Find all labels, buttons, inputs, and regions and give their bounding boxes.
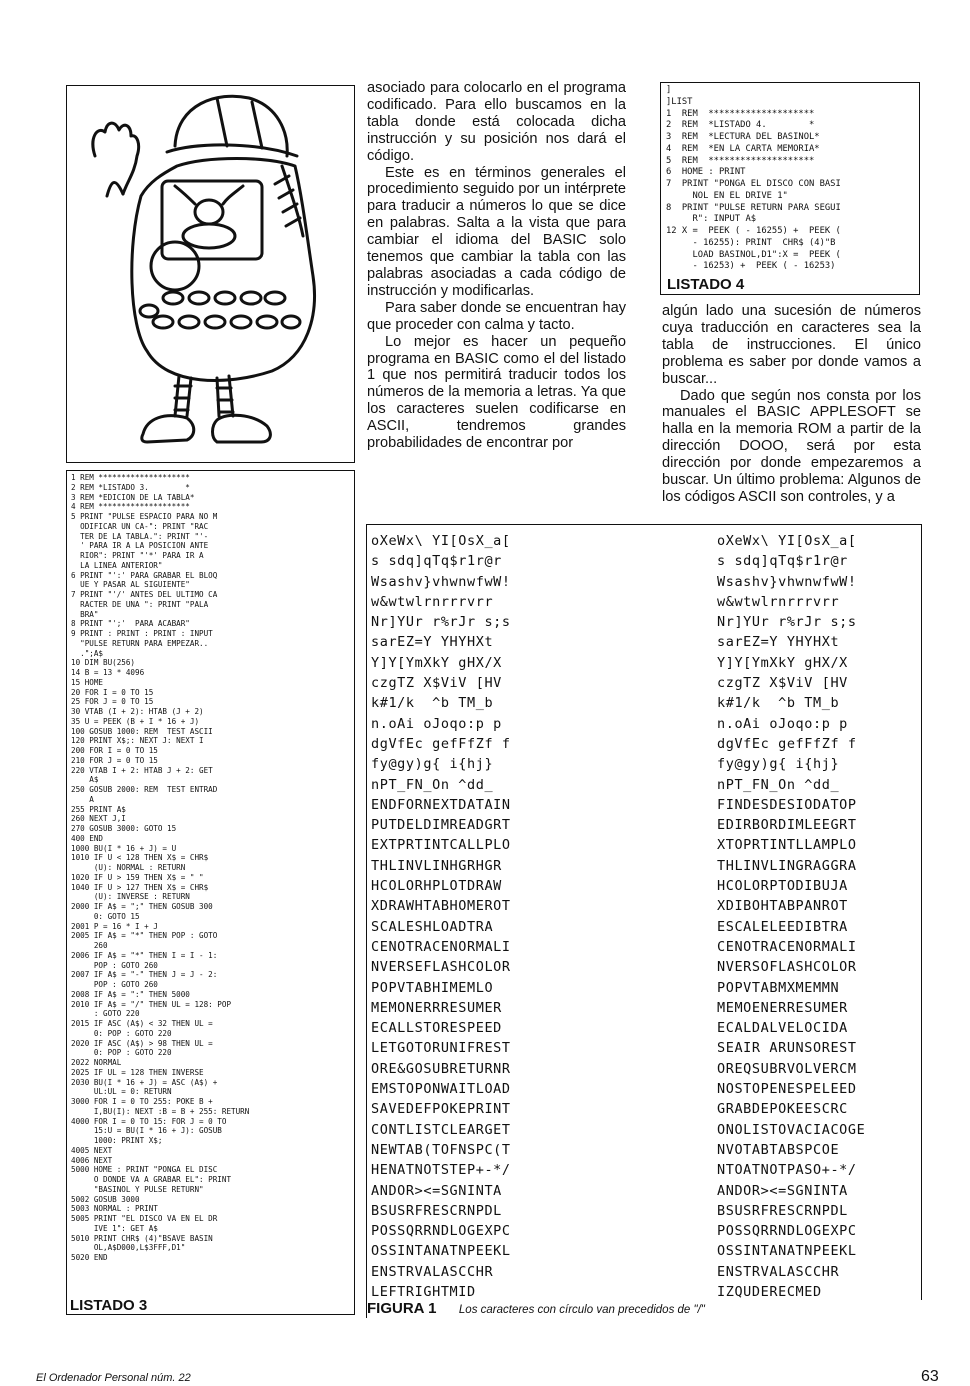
code-line: 3 REM *EDICION DE LA TABLA* xyxy=(71,492,195,502)
figure-1-left-table xyxy=(371,531,511,1302)
code-line: I,BU(I): NEXT :B = B + 255: RETURN xyxy=(71,1106,250,1116)
code-line: 4006 NEXT xyxy=(71,1155,113,1165)
table-row: HCOLORPTODIBUJA xyxy=(717,878,848,895)
table-row: POPVTABMXMEMMN xyxy=(717,979,840,996)
article-paragraph: Dado que según nos consta por los manuales el BASIC APPLESOFT se halla en la memoria ROM a partir de la dirección DOOO, será por esta dirección por donde empezaremos a buscar. Un último problema: Algunos de los códigos ASCII son controles, y a xyxy=(662,387,921,505)
table-row: XTOPRTINTLLAMPLO xyxy=(717,837,857,854)
table-row: THLINVLINHGRHGR xyxy=(371,857,502,874)
code-line: A xyxy=(71,794,94,804)
code-line: 250 GOSUB 2000: REM TEST ENTRAD xyxy=(71,785,218,794)
code-line: "BASINOL Y PULSE RETURN" xyxy=(71,1184,204,1194)
code-line: 1000 BU(I * 16 + J) = U xyxy=(71,843,177,853)
code-line: 12 X = PEEK ( - 16255) + PEEK ( xyxy=(666,226,841,236)
article-paragraph: Lo mejor es hacer un pequeño programa en BASIC como el del listado 1 que nos permitirá traducir todos los números de la memoria a letras. Ya que los caracteres suelen codificarse en ASCII, tendremos grandes probabilidades de encontrar por xyxy=(367,333,626,452)
table-row: NVERSEFLASHCOLOR xyxy=(371,959,511,976)
table-row: ENDFORNEXTDATAIN xyxy=(371,796,511,813)
code-line: 6 PRINT "':' PARA GRABAR EL BLOQ xyxy=(71,570,218,580)
code-line: OL,A$D000,L$3FFF,D1" xyxy=(71,1243,186,1253)
table-row: SAVEDEFPOKEPRINT xyxy=(371,1101,511,1118)
table-row: BSUSRFRESCRNPDL xyxy=(371,1202,502,1219)
table-row: CENOTRACENORMALI xyxy=(717,938,857,955)
code-line: 1020 IF U > 159 THEN X$ = " " xyxy=(71,872,204,882)
code-line: 2022 NORMAL xyxy=(71,1058,122,1067)
article-paragraph: algún lado una sucesión de números cuya traducción en caracteres sea la tabla de instrucciones. El único problema es saber por donde vamos a buscar... xyxy=(662,303,921,387)
code-line: 270 GOSUB 3000: GOTO 15 xyxy=(71,824,177,833)
table-row: OREQSUBRVOLVERCM xyxy=(717,1060,857,1077)
code-line: 5 REM ******************** xyxy=(666,155,815,166)
code-line: "PULSE RETURN PARA EMPEZAR.. xyxy=(71,638,209,648)
code-line: 4000 FOR I = 0 TO 15: FOR J = 0 TO xyxy=(71,1116,227,1126)
code-line: ]LIST xyxy=(666,96,693,107)
table-row: Nr]YUr r%rJr s;s xyxy=(717,614,857,631)
code-line: LOAD BASINOL,D1":X = PEEK ( xyxy=(666,249,841,260)
table-row: w&wtwlrnrrrvrr xyxy=(717,593,840,610)
code-line: 1 REM ******************** xyxy=(71,473,190,482)
code-line: BRA" xyxy=(71,609,99,619)
code-line: 5000 HOME : PRINT "PONGA EL DISC xyxy=(71,1165,218,1175)
table-row: nPT_FN_On ^dd_ xyxy=(717,776,840,793)
table-row: XDRAWHTABHOMEROT xyxy=(371,898,511,915)
code-line: 5005 PRINT "EL DISCO VA EN EL DR xyxy=(71,1214,218,1223)
code-line: 2000 IF A$ = ";" THEN GOSUB 300 xyxy=(71,902,213,911)
code-line: 15:U = BU(I * 16 + J): GOSUB xyxy=(71,1126,222,1136)
code-line: A$ xyxy=(71,775,99,785)
code-line: (U): INVERSE : RETURN xyxy=(71,892,190,902)
code-line: 5010 PRINT CHR$ (4)"BSAVE BASIN xyxy=(71,1233,213,1243)
table-row: Y]Y[YmXkY gHX/X xyxy=(371,654,502,671)
code-line: ODIFICAR UN CA-": PRINT "RAC xyxy=(71,521,209,531)
table-row: MEMOENERRESUMER xyxy=(717,999,848,1016)
robot-cartoon-icon xyxy=(67,86,353,461)
listing-4-caption: LISTADO 4 xyxy=(664,276,747,293)
code-line: 5002 GOSUB 3000 xyxy=(71,1194,140,1204)
article-paragraph: Este es en términos generales el procedimiento seguido por un intérprete para traducir a números lo que se dice en palabras. Salta a la vista que para cambiar el idioma del BASIC solo tenemos que cambiar la tabla con las palabras asociadas a cada código de instrucción y modificarlas. xyxy=(367,164,626,299)
table-row: fy@gy)g{ i{hj} xyxy=(717,756,840,773)
table-row: czgTZ X$ViV [HV xyxy=(371,675,502,692)
table-row: dgVfEc gefFfZf f xyxy=(371,735,511,752)
table-row: XDIBOHTABPANROT xyxy=(717,898,848,915)
code-line: .";A$ xyxy=(71,648,104,658)
article-paragraph: Para saber donde se encuentran hay que proceder con calma y tacto. xyxy=(367,299,626,333)
footer-page-number: 63 xyxy=(921,1368,939,1385)
table-row: NTOATNOTPASO+-*/ xyxy=(717,1162,857,1179)
figure-1-caption-bar xyxy=(367,1300,922,1318)
code-line: R": INPUT A$ xyxy=(666,214,757,225)
table-row: POSSQRRNDLOGEXPC xyxy=(717,1223,857,1240)
code-line: 220 VTAB I + 2: HTAB J + 2: GET xyxy=(71,765,213,775)
table-row: czgTZ X$ViV [HV xyxy=(717,675,848,692)
figure-1 xyxy=(366,524,922,1318)
code-line: 1000: PRINT X$; xyxy=(71,1136,163,1145)
table-row: ORE&GOSUBRETURNR xyxy=(371,1060,511,1077)
code-line: 7 PRINT "PONGA EL DISCO CON BASI xyxy=(666,179,841,189)
code-line: O DONDE VA A GRABAR EL": PRINT xyxy=(71,1175,232,1184)
table-row: CONTLISTCLEARGET xyxy=(371,1121,511,1138)
code-line: 2020 IF ASC (A$) > 98 THEN UL = xyxy=(71,1038,213,1048)
code-line: - 16253) + PEEK ( - 16253) xyxy=(666,261,836,272)
table-row: ANDOR><=SGNINTA xyxy=(717,1182,848,1199)
code-line: 4 REM ******************** xyxy=(71,502,190,512)
table-row: fy@gy)g{ i{hj} xyxy=(371,756,494,773)
table-row: CENOTRACENORMALI xyxy=(371,938,511,955)
code-line: 2006 IF A$ = "*" THEN I = I - 1: xyxy=(71,950,218,960)
table-row: NEWTAB(TOFNSPC(T xyxy=(371,1141,511,1158)
code-line: 260 NEXT J,I xyxy=(71,814,126,824)
code-line: 4 REM *EN LA CARTA MEMORIA* xyxy=(666,143,820,154)
code-line: 0: POP : GOTO 220 xyxy=(71,1028,172,1038)
code-line: 200 FOR I = 0 TO 15 xyxy=(71,746,158,755)
code-line: 2008 IF A$ = ":" THEN 5000 xyxy=(71,989,190,999)
listing-3 xyxy=(66,470,355,1315)
table-row: n.oAi oJoqo:p p xyxy=(371,715,502,732)
code-line: 2 REM *LISTADO 3. * xyxy=(71,482,190,492)
code-line: 2007 IF A$ = "-" THEN J = J - 2: xyxy=(71,970,218,980)
code-line: ] xyxy=(666,85,672,95)
article-right-column xyxy=(662,303,921,506)
table-row: POSSQRRNDLOGEXPC xyxy=(371,1223,511,1240)
table-row: ANDOR><=SGNINTA xyxy=(371,1182,502,1199)
code-line: 1010 IF U < 128 THEN X$ = CHR$ xyxy=(71,853,209,863)
code-line: 5020 END xyxy=(71,1253,108,1262)
table-row: NVERSOFLASHCOLOR xyxy=(717,959,857,976)
table-row: nPT_FN_On ^dd_ xyxy=(371,776,494,793)
code-line: 1040 IF U > 127 THEN X$ = CHR$ xyxy=(71,882,209,892)
code-line: TER DE LA TABLA.": PRINT "'- xyxy=(71,531,209,541)
code-line: 120 PRINT X$;: NEXT J: NEXT I xyxy=(71,736,204,746)
figure-1-caption: FIGURA 1 xyxy=(367,1300,437,1317)
robot-illustration-frame xyxy=(66,85,355,463)
footer-magazine-title: El Ordenador Personal núm. 22 xyxy=(36,1372,191,1384)
table-row: Wsashv}vhwnwfwW! xyxy=(717,573,857,590)
listing-4 xyxy=(660,82,920,295)
table-row: n.oAi oJoqo:p p xyxy=(717,715,848,732)
code-line: 2001 P = 16 * I + J xyxy=(71,921,158,931)
table-row: HENATNOTSTEP+-*/ xyxy=(371,1162,511,1179)
code-line: RIOR": PRINT "'*' PARA IR A xyxy=(71,551,204,560)
code-line: 2030 BU(I * 16 + J) = ASC (A$) + xyxy=(71,1077,218,1087)
code-line: 2025 IF UL = 128 THEN INVERSE xyxy=(71,1067,204,1077)
code-line: 6 HOME : PRINT xyxy=(666,167,746,178)
code-line: 35 U = PEEK (B + I * 16 + J) xyxy=(71,716,200,726)
code-line: 100 GOSUB 1000: REM TEST ASCII xyxy=(71,726,213,736)
code-line: RACTER DE UNA ": PRINT "PALA xyxy=(71,599,209,609)
table-row: sarEZ=Y YHYHXt xyxy=(371,634,494,651)
code-line: 2 REM *LISTADO 4. * xyxy=(666,120,815,131)
table-row: k#1/k ^b TM_b xyxy=(717,695,840,712)
table-row: PUTDELDIMREADGRT xyxy=(371,817,511,834)
table-row: s sdq]qTq$r1r@r xyxy=(371,553,502,570)
code-line: 0: GOTO 15 xyxy=(71,911,140,921)
table-row: THLINVLINGRAGGRA xyxy=(717,857,857,874)
code-line: POP : GOTO 260 xyxy=(71,980,158,989)
table-row: BSUSRFRESCRNPDL xyxy=(717,1202,848,1219)
code-line: 210 FOR J = 0 TO 15 xyxy=(71,755,158,765)
code-line: NOL EN EL DRIVE 1" xyxy=(666,190,788,201)
table-row: oXeWx\ YI[OsX_a[ xyxy=(371,533,511,549)
code-line: 5 PRINT "PULSE ESPACIO PARA NO M xyxy=(71,512,218,521)
code-line: 5003 NORMAL : PRINT xyxy=(71,1204,158,1214)
code-line: 260 xyxy=(71,941,108,950)
code-line: 255 PRINT A$ xyxy=(71,804,126,814)
figure-1-right-table xyxy=(717,531,865,1302)
code-line: - 16255): PRINT CHR$ (4)"B xyxy=(666,237,836,248)
table-row: ECALDALVELOCIDA xyxy=(717,1020,848,1037)
table-row: NOSTOPENESPELEED xyxy=(717,1081,857,1098)
table-row: ENSTRVALASCCHR xyxy=(717,1263,840,1280)
code-line: 3000 FOR I = 0 TO 255: POKE B + xyxy=(71,1097,213,1106)
table-row: w&wtwlrnrrrvrr xyxy=(371,593,494,610)
code-line: LA LINEA ANTERIOR" xyxy=(71,560,163,570)
table-row: EMSTOPONWAITLOAD xyxy=(371,1081,511,1098)
code-line: ' PARA IR A LA POSICION ANTE xyxy=(71,541,209,551)
table-row: MEMONERRRESUMER xyxy=(371,999,502,1016)
code-line: 2015 IF ASC (A$) < 32 THEN UL = xyxy=(71,1019,213,1028)
table-row: Y]Y[YmXkY gHX/X xyxy=(717,654,848,671)
code-line: 10 DIM BU(256) xyxy=(71,658,136,668)
code-line: 25 FOR J = 0 TO 15 xyxy=(71,697,154,707)
code-line: 8 PRINT "';' PARA ACABAR" xyxy=(71,619,190,629)
code-line: 2010 IF A$ = "/" THEN UL = 128: POP xyxy=(71,999,232,1009)
table-row: sarEZ=Y YHYHXt xyxy=(717,634,840,651)
article-middle-column xyxy=(367,80,626,452)
table-row: LETGOTORUNIFREST xyxy=(371,1040,511,1057)
code-line: UE Y PASAR AL SIGUIENTE" xyxy=(71,580,190,590)
figure-1-note: Los caracteres con círculo van precedidos de "/" xyxy=(458,1304,705,1316)
table-row: s sdq]qTq$r1r@r xyxy=(717,553,848,570)
code-line: 15 HOME xyxy=(71,677,104,687)
table-row: Nr]YUr r%rJr s;s xyxy=(371,614,511,631)
table-row: EXTPRTINTCALLPLO xyxy=(371,837,511,854)
table-row: POPVTABHIMEMLO xyxy=(371,979,494,996)
table-row: LEFTRIGHTMID xyxy=(371,1283,476,1300)
code-line: 4005 NEXT xyxy=(71,1145,113,1155)
table-row: SCALESHLOADTRA xyxy=(371,918,494,935)
table-row: oXeWx\ YI[OsX_a[ xyxy=(717,533,857,549)
table-row: k#1/k ^b TM_b xyxy=(371,695,494,712)
table-row: Wsashv}vhwnwfwW! xyxy=(371,573,511,590)
code-line: 7 PRINT "'/' ANTES DEL ULTIMO CA xyxy=(71,590,218,599)
code-line: 30 VTAB (I + 2): HTAB (J + 2) xyxy=(71,707,204,716)
table-row: IZQUDERECMED xyxy=(717,1283,822,1300)
code-line: (U): NORMAL : RETURN xyxy=(71,863,186,872)
code-line: 14 B = 13 * 4096 xyxy=(71,668,145,677)
table-row: ECALLSTORESPEED xyxy=(371,1020,502,1037)
code-line: POP : GOTO 260 xyxy=(71,960,158,970)
code-line: 1 REM ******************** xyxy=(666,108,815,119)
table-row: SEAIR ARUNSOREST xyxy=(717,1040,857,1057)
code-line: 0: POP : GOTO 220 xyxy=(71,1048,172,1058)
table-row: ESCALELEEDIBTRA xyxy=(717,918,848,935)
table-row: ONOLISTOVACIACOGE xyxy=(717,1121,866,1138)
table-row: dgVfEc gefFfZf f xyxy=(717,735,857,752)
listing-3-caption: LISTADO 3 xyxy=(67,1297,150,1314)
code-line: 2005 IF A$ = "*" THEN POP : GOTO xyxy=(71,931,218,941)
code-line: 20 FOR I = 0 TO 15 xyxy=(71,687,154,697)
code-line: IVE 1": GET A$ xyxy=(71,1223,158,1233)
table-row: ENSTRVALASCCHR xyxy=(371,1263,494,1280)
code-line: : GOTO 220 xyxy=(71,1009,140,1019)
table-row: OSSINTANATNPEEKL xyxy=(371,1243,511,1260)
code-line: 8 PRINT "PULSE RETURN PARA SEGUI xyxy=(666,202,841,213)
table-row: GRABDEPOKEESCRC xyxy=(717,1101,848,1118)
table-row: NVOTABTABSPCOE xyxy=(717,1141,840,1158)
code-line: 3 REM *LECTURA DEL BASINOL* xyxy=(666,132,820,142)
table-row: HCOLORHPLOTDRAW xyxy=(371,878,502,895)
table-row: OSSINTANATNPEEKL xyxy=(717,1243,857,1260)
table-row: EDIRBORDIMLEEGRT xyxy=(717,817,857,834)
table-row: FINDESDESIODATOP xyxy=(717,796,857,813)
code-line: 9 PRINT : PRINT : PRINT : INPUT xyxy=(71,629,213,638)
code-line: 400 END xyxy=(71,833,104,843)
code-line: UL:UL = 0: RETURN xyxy=(71,1087,172,1097)
article-paragraph: asociado para colocarlo en el programa codificado. Para ello buscamos en la tabla donde está colocada dicha instrucción y su posición nos dará el código. xyxy=(367,80,626,164)
